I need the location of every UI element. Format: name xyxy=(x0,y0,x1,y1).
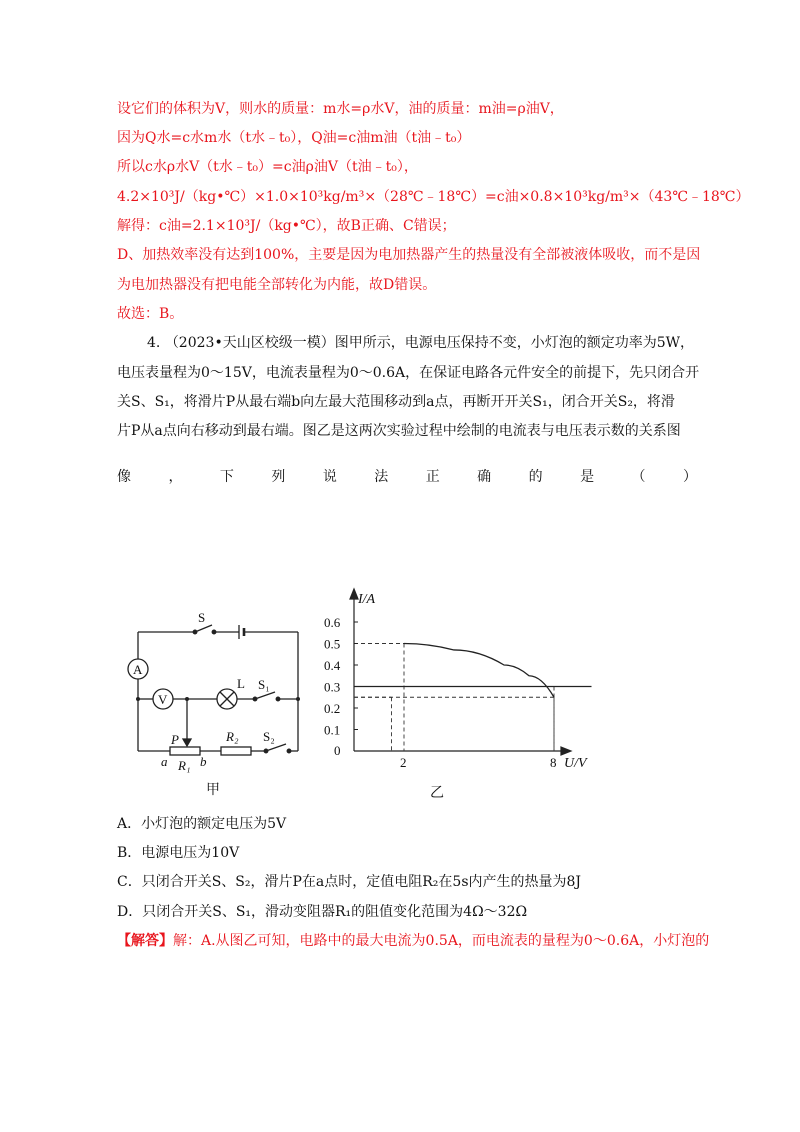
solution-line: 故选：B。 xyxy=(117,306,184,322)
question-char: 确 xyxy=(477,469,492,485)
y-tick-label: 0.1 xyxy=(324,722,341,738)
question-char: ， xyxy=(168,469,183,485)
resistor-r1-label: R₁ xyxy=(178,758,191,773)
circuit-caption: 甲 xyxy=(206,783,220,798)
question-char: 正 xyxy=(425,469,440,485)
option-d[interactable]: D．只闭合开关S、S₁，滑动变阻器R₁的阻值变化范围为4Ω～32Ω xyxy=(117,904,528,920)
y-axis-label: I/A xyxy=(358,592,376,607)
y-tick-label: 0.6 xyxy=(324,615,341,630)
question-char: 的 xyxy=(528,469,543,485)
solution-line: 解得：c油=2.1×10³J/（kg•℃），故B正确、C错误； xyxy=(117,218,456,234)
solution-line: 所以c水ρ水V（t水﹣t₀）=c油ρ油V（t油﹣t₀）， xyxy=(117,159,418,175)
option-c[interactable]: C．只闭合开关S、S₂，滑片P在a点时，定值电阻R₂在5s内产生的热量为8J xyxy=(117,874,582,890)
iu-chart xyxy=(320,585,610,805)
x-tick-label: 2 xyxy=(400,755,407,770)
question-char: （ xyxy=(631,469,646,485)
question-char: ） xyxy=(682,469,697,485)
solution-line: 设它们的体积为V，则水的质量：m水=ρ水V，油的质量：m油=ρ油V， xyxy=(117,101,564,117)
y-tick-label: 0.2 xyxy=(324,701,341,716)
question-text: 片P从a点向右移动到最右端。图乙是这两次实验过程中绘制的电流表与电压表示数的关系图 xyxy=(117,423,681,439)
lamp-label: L xyxy=(237,676,245,691)
option-a[interactable]: A．小灯泡的额定电压为5V xyxy=(117,816,287,832)
answer-text: 解：A.从图乙可知，电路中的最大电流为0.5A，而电流表的量程为0～0.6A，小灯泡的 xyxy=(173,933,710,949)
resistor-r2-label: R₂ xyxy=(226,729,239,744)
switch-s-label: S xyxy=(198,610,206,625)
end-a-label: a xyxy=(161,754,168,769)
slider-p-label: P xyxy=(171,732,179,747)
ammeter-label: A xyxy=(133,662,143,677)
question-char: 说 xyxy=(322,469,337,485)
solution-line: D、加热效率没有达到100%，主要是因为电加热器产生的热量没有全部被液体吸收，而不是因 xyxy=(117,247,701,263)
y-tick-label: 0.3 xyxy=(324,679,341,695)
solution-line: 为电加热器没有把电能全部转化为内能，故D错误。 xyxy=(117,277,437,293)
switch-s1-label: S₁ xyxy=(258,677,270,692)
question-text: 图甲所示，电源电压保持不变，小灯泡的额定功率为5W， xyxy=(334,335,694,351)
origin-label: 0 xyxy=(334,743,341,758)
question-source: （2023•天山区校级一模） xyxy=(164,335,335,351)
answer-tag: 【解答】 xyxy=(117,933,173,949)
chart-guide-line xyxy=(354,687,554,752)
answer-line xyxy=(117,931,709,951)
voltmeter-label: V xyxy=(158,692,168,707)
chart-caption: 乙 xyxy=(430,786,444,801)
y-tick-label: 0.5 xyxy=(324,636,341,652)
option-b[interactable]: B．电源电压为10V xyxy=(117,845,240,861)
solution-line: 4.2×10³J/（kg•℃）×1.0×10³kg/m³×（28℃﹣18℃）=c油×0.8×10³kg/m³×（43℃﹣18℃） xyxy=(117,189,750,205)
question-header xyxy=(147,333,694,353)
solution-line: 因为Q水=c水m水（t水﹣t₀），Q油=c油m油（t油﹣t₀） xyxy=(117,130,471,146)
circuit-diagram xyxy=(120,610,310,800)
question-text-justified xyxy=(117,467,697,487)
chart-guide-line xyxy=(354,697,392,751)
switch-s2-label: S₂ xyxy=(263,729,275,744)
question-char: 列 xyxy=(271,469,286,485)
question-char: 像 xyxy=(117,469,131,485)
x-tick-label: 8 xyxy=(550,755,557,770)
question-char: 下 xyxy=(219,469,234,485)
end-b-label: b xyxy=(200,754,207,769)
question-char: 是 xyxy=(580,469,595,485)
question-number: 4. xyxy=(147,335,161,351)
x-axis-label: U/V xyxy=(564,756,587,771)
lamp-iu-curve xyxy=(404,644,554,698)
chart-guide-line xyxy=(354,697,554,751)
y-tick-label: 0.4 xyxy=(324,658,341,673)
question-text: 关S、S₁，将滑片P从最右端b向左最大范围移动到a点，再断开开关S₁，闭合开关S₂，将滑 xyxy=(117,394,675,410)
question-text: 电压表量程为0～15V，电流表量程为0～0.6A，在保证电路各元件安全的前提下，先只闭合开 xyxy=(117,365,700,381)
question-char: 法 xyxy=(374,469,389,485)
